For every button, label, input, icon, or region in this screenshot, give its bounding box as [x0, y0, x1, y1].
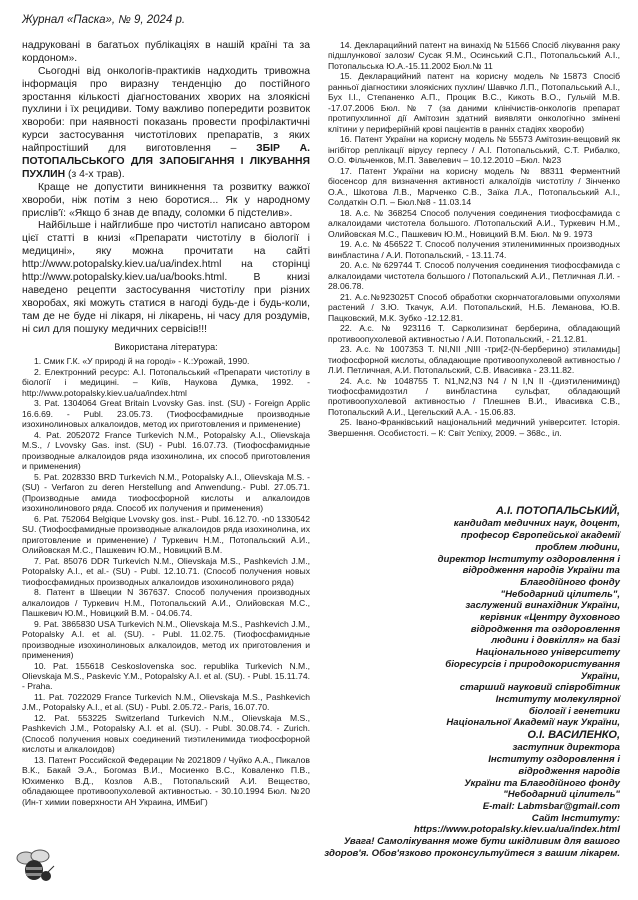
signature-line: Національного університету — [475, 647, 620, 659]
signature-line: проблем людини, — [535, 541, 620, 553]
signature-line: біології і генетики — [528, 705, 620, 717]
reference-item: 20. А.с. № 629744 Т. Способ получения соединения тиофосфамида с алкалоидами чистотела большого / Потопальский А.И., Петличная Л.И. - 28.06.78. — [328, 260, 620, 292]
signature-line: Інституту оздоровлення і — [488, 754, 620, 766]
reference-item: 13. Патент Российской Федерации № 2021809 / Чуйко А.А., Пикалов В.К., Бакай Э.А., Богомаз В.И., Мосиенко В.С., Коваленко П.В., Юхименко В.Д., Козлов А.В., Потопальский А.И. Вещество, обладающее противоопухолевой активностью. - 30.10.1994 Бюл. №20 (Ин-т химии поверхности АН Украина, ИМБиГ) — [22, 754, 310, 807]
reference-item: 23. А.с. № 1007353 Т. NI,NII ,NIII -три[2-(N-берберино) этиламиды] тиофосфорной кислоты, обладающие противоопухолевой активностью / Л.И. Петличная, А.И. Потопальский, С.В. Ивасивка - 23.11.82. — [328, 344, 620, 376]
signature-line: директор Інституту оздоровлення і — [437, 553, 620, 565]
bold-title: ЗБІР А. ПОТОПАЛЬСЬКОГО ДЛЯ ЗАПОБІГАННЯ І ЛІКУВАННЯ ПУХЛИН — [22, 143, 310, 180]
signature-line: України, — [580, 670, 620, 682]
signature-line: професор Європейської академії — [460, 530, 620, 542]
reference-item: 11. Pat. 7022029 France Turkevich N.M., Olievskaja M.S., Pashkevich J.M., Potopalsky A.I., et al. (SU) - Publ. 2.05.72.- Paris, 16.07.70. — [22, 691, 310, 713]
reference-item: 3. Pat. 1304064 Great Britain Lvovsky Gas. inst. (SU) - Foreign Applic 16.6.69. - Publ. 23.05.73. (Тиофосфамидные производные изохинолиновых алкалоидов, метод их приготовления и применение) — [22, 398, 310, 430]
left-column — [22, 40, 310, 807]
bee-icon — [14, 846, 58, 886]
author-credentials — [320, 518, 620, 729]
signature-line: України та Благодійного фонду — [464, 777, 620, 789]
signature-line: "Небодарний цілитель" — [503, 789, 620, 801]
reference-item: 24. А.с. № 1048755 Т. N1,N2,N3 N4 / N I,N II -(диэтилениминд) тиофосфамидозтил / винбластина сульфат, обладающий противоопухолевой активностью / Плешнев В.И., Ивасивка С.В., Потопальский А.И., Цегельский А.А. - 15.06.83. — [328, 375, 620, 417]
signature-line: заслужений винахідник України, — [465, 600, 620, 612]
reference-item: 6. Pat. 752064 Belgique Lvovsky gos. inst.- Publ. 16.12.70. -n0 1330542 SU. (Тиофосфамидные производные алкалоидов ряда изохинолина, их приготовление и применение) / Туркевич Н.М., Потопальский А.И., Олийовская М.С., Пашкевич Ю.М., Новицкий В.М. — [22, 513, 310, 556]
coauthor-name: О.І. ВАСИЛЕНКО, — [527, 729, 620, 742]
signature-line: відродження народів — [518, 765, 620, 777]
article-body — [22, 40, 310, 336]
reference-item: 10. Pat. 155618 Ceskoslovenska soc. republika Turkevich N.M., Olievskaja M.S., Paskevic Y.M., Potopalsky A.I. et al. (SU). - Publ. 15.11.74. - Praha. — [22, 660, 310, 692]
reference-item: 5. Pat. 2028330 BRD Turkevich N.M., Potopalsky A.I., Olievskaja M.S. - (SU) - Verfaron zu deren Herstellung and Anwendung.- Publ. 27.05.71. (Производные амида тиофосфорной кислоты и алкалоидов изохинолинового ряда. Способ их получения и применения) — [22, 471, 310, 514]
references-list-left — [22, 356, 310, 807]
reference-item: 9. Pat. 3865830 USA Turkevich N.M., Olievskaja M.S., Pashkevich J.M., Potopalsky A.I. et al. (SU). - Publ. 11.02.75. (Тиофосфамидные производные изохинолиновых алкалоидов, метод их приготовления и применения) — [22, 618, 310, 661]
paragraph: надруковані в багатьох публікаціях в нашій країні та за кордоном». — [22, 40, 310, 64]
signature-line: "Небодарний цілитель", — [500, 588, 620, 600]
signature-line: кандидат медичних наук, доцент, — [453, 518, 620, 530]
signature-line: E-mail: Labmsbar@gmail.com — [482, 800, 620, 812]
reference-item: 7. Pat. 85076 DDR Turkevich N.M., Olievskaja M.S., Pashkevich J.M., Potopalsky A.I., et al.- (SU) - Publ. 12.10.71. (Способ получения новых тиофосфамидных производных алкалоидов изохинолинового ряда) — [22, 555, 310, 587]
signature-line: заступник директора — [512, 742, 620, 754]
reference-item: 16. Патент України на корисну модель № 55573 Амiтозин-вещовий як iнгiбітор реплiкації вiрусу герпесу / А.І. Потопальський, С.Т. Рибалко, О.О. Фільченков, М.П. Завелевич – 10.12.2010 –Бюл. №23 — [328, 134, 620, 166]
warning-text: Увага! Самолікування може бути шкідливим для вашого здоров'я. Обов'язково проконсультуйтеся з вашим лікарем. — [324, 836, 620, 859]
signature-line: старший науковий співробітник — [459, 682, 620, 694]
author-name: А.І. ПОТОПАЛЬСЬКИЙ, — [495, 505, 620, 517]
reference-item: 21. А.с.№923025Т Способ обработки скорнчатогаловыми опухолями растений / З.Ю. Ткачук, А.И. Потопальский, Н.Б. Леманова, Ю.В. Пацковский, М.К. Зубко -12.12.81. — [328, 291, 620, 323]
signature-line: відродження народів України та — [462, 565, 620, 577]
references-title: Використана література: — [114, 342, 218, 353]
reference-item: 8. Патент в Швеции N 367637. Способ получения производных алкалоидов / Туркевич Н.М., Потопальский А.И., Олийовская М.С., Пашкевич Ю.М., Новицкий В.М. - 04.06.74. — [22, 587, 310, 619]
paragraph: Найбільше і найглибше про чистотіл написано автором цієї статті в книзі «Препарати чистотілу в біології і медицині», яку можна прочитати на сайті http://www.potopalsky.kiev.ua/ua/index.html на сторінці http://www.potopalsky.kiev.ua/ua/books.html. В книзі наведено рецепти застосування чистотілу при різних хворобах, які можуть статися в нагоді будь-де і будь-коли, там де не буде ні лікаря, ні лікарень, ні часу для роздумів, ні сил для пошуку медичних сервісів!!! — [22, 220, 310, 335]
reference-item: 15. Декларацийний патент на корисну модель №15873 Спосiб ранньої дiагностики злоякiсних пухлин/ Шавчко Л.П., Потопальський А.I., Бух I.I., Степаненко А.П., Процик В.С., Кикоть В.О., Гульчiй М.В. -17.07.2006 Бюл. № 7 (за даними клiнiчистів-онкологів препарат протипухлинної дiї Амiтозин здатний виявляти онкологiчно змiнені клiтини у периферiйнiй кровi пацiєнтiв в ранніх стадiях хвороби) — [328, 71, 620, 134]
reference-item: 25. Івано-Франківський національний медичний університет. Історія. Звершення. Особистості. – К: Світ Успіху, 2009. – 368с., іл. — [328, 417, 620, 438]
signature-line: https://www.potopalsky.kiev.ua/ua/index.html — [413, 824, 620, 836]
reference-item: 17. Патент України на корисну модель № 88311 Ферментний бiосенсор для визначення активностi алкалоїдiв чистотiлу / Зінченко О.А., Шкотова Л.В., Марченко С.В., Заїка Л.А., Потопальський А.І., Солдаткiн О.П. – Бюл.№8 - 11.03.14 — [328, 165, 620, 208]
signature-line: Благодійного фонду — [520, 576, 620, 588]
right-column — [328, 40, 620, 438]
reference-item: 12. Pat. 553225 Switzerland Turkevich N.M., Olievskaja M.S., Pashkevich J.M., Potopalsky A.I. et al. (SU). - Publ. 30.08.74. - Zurich. (Способ получения новых соединений тиэтиленимида тиофосфорной кислоты и алкалоидов) — [22, 712, 310, 755]
signature-line: Інституту молекулярної — [495, 693, 620, 705]
reference-item: 22. А.с. № 923116 Т. Сарколизинат берберина, обладающий противоопухолевой активностью / А.И. Потопальский, - 21.12.81. — [328, 323, 620, 344]
coauthor-credentials — [320, 742, 620, 836]
paragraph: Краще не допустити виникнення та розвитку важкої хвороби, ніж потім з нею боротися... Як у народному прислів'ї: «Якщо б знав де впаду, соломки б підстелив». — [22, 181, 310, 219]
reference-item: 18. А.с. № 368254 Способ получения соединения тиофосфамида с алкалоидами чистотела большого. /Потопальский А.И., Туркевич Н.М., Олийовская М.С., Пашкевич Ю.М., Новицкий В.М. Бюл. № 9. 1973 — [328, 207, 620, 239]
reference-item: 1. Смик Г.К. «У природі й на городі» - К.:Урожай, 1990. — [34, 356, 250, 367]
reference-item: 14. Декларацийний патент на винахiд № 51566 Спосiб лiкування раку пiдшлункової залози/ Сусак Я.М., Осинський С.П., Потопальський А.I., Потопальська Ю.А.-15.11.2002 Бюл.№ 11 — [328, 40, 620, 71]
journal-header: Журнал «Паска», № 9, 2024 р. — [22, 14, 186, 26]
reference-item: 19. А.с. № 456522 Т. Способ получения этилениминных производных винбластина / А.И. Потопальский, - 13.11.74. — [328, 239, 620, 260]
signature-line: Національної Академії наук України, — [446, 717, 620, 729]
references-list-right — [328, 40, 620, 438]
signature-line: відродження та оздоровлення — [470, 623, 620, 635]
signature-line: керівник «Центру духовного — [480, 612, 620, 624]
reference-item: 4. Pat. 2052072 France Turkevich N.M., Potopalsky A.I., Olievskaja M.S., / Lvovsky Gas. inst. (SU) - Publ. 16.07.73. (Тиофосфамидные производные алкалоидов ряда изохинолина, их способ приготовления и применения) — [22, 429, 310, 472]
signature-line: Сайт Інституту: — [531, 812, 620, 824]
signature-line: біоресурсів і природокористування — [445, 658, 620, 670]
paragraph: Сьогодні від онкологів-практиків надходить тривожна інформація про виразну тенденцію до постійного зростання кількості діагностованих хворих на злоякісні пухлини і їх рецидиви. Тому важливо попередити розвиток хвороби: при наявності показань провести профілактичні курси застосування чистотілових препаратів, з яких найпростіший для виготовлення – ЗБІР А. ПОТОПАЛЬСЬКОГО ДЛЯ ЗАПОБІГАННЯ І ЛІКУВАННЯ ПУХЛИН (з 4-х трав). — [22, 65, 310, 180]
author-signature — [320, 505, 620, 860]
reference-item: 2. Електронний ресурс: А.І. Потопальський «Препарати чистотілу в біології і медицині. – Київ, Наукова Думка, 1992. - http://www.potopalsky.kiev.ua/ua/index.html — [22, 366, 310, 398]
signature-line: людини і довкілля» на базі — [491, 635, 620, 647]
